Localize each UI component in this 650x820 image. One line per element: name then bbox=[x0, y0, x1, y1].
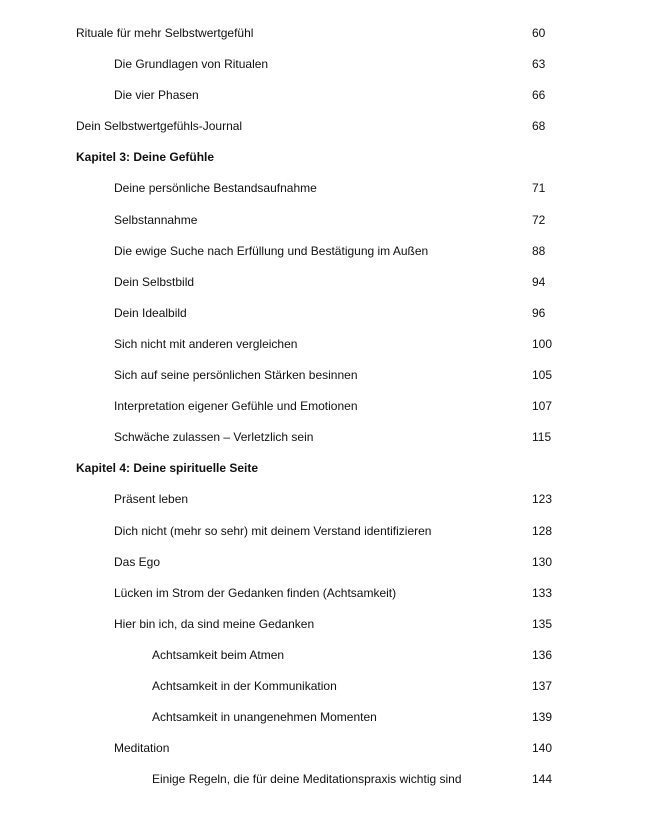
toc-entry-title: Dein Idealbild bbox=[114, 305, 187, 320]
toc-page-number: 115 bbox=[532, 430, 552, 445]
toc-entry bbox=[0, 547, 650, 578]
toc-entry bbox=[0, 671, 650, 702]
toc-page-number: 139 bbox=[532, 710, 553, 725]
toc-entry-title: Rituale für mehr Selbstwertgefühl bbox=[76, 26, 254, 40]
toc-entry bbox=[0, 578, 650, 609]
toc-entry-title: Achtsamkeit beim Atmen bbox=[152, 647, 285, 662]
toc-entry-title: Sich auf seine persönlichen Stärken besinnen bbox=[114, 368, 358, 383]
toc-entry-title: Einige Regeln, die für deine Meditationspraxis wichtig sind bbox=[152, 772, 462, 787]
toc-entry bbox=[0, 391, 650, 422]
toc-entry-title: Hier bin ich, da sind meine Gedanken bbox=[114, 616, 315, 631]
toc-entry-title: Die vier Phasen bbox=[114, 88, 199, 103]
toc-entry-title: Sich nicht mit anderen vergleichen bbox=[114, 336, 298, 351]
toc-page-number: 136 bbox=[532, 647, 553, 662]
toc-entry-title: Meditation bbox=[114, 741, 170, 756]
toc-entry-title: Die ewige Suche nach Erfüllung und Bestätigung im Außen bbox=[114, 243, 429, 258]
toc-chapter-heading bbox=[0, 453, 650, 484]
toc-page-number: 72 bbox=[532, 212, 546, 227]
chapter-title: Kapitel 3: Deine Gefühle bbox=[76, 150, 215, 165]
toc-page-number: 88 bbox=[532, 243, 546, 258]
toc-page-number: 144 bbox=[532, 772, 553, 787]
toc-page-number: 128 bbox=[532, 523, 553, 538]
toc-entry bbox=[0, 516, 650, 547]
toc-page-number: 123 bbox=[532, 492, 553, 507]
toc-entry-title: Präsent leben bbox=[114, 492, 189, 507]
toc-page-number: 137 bbox=[532, 678, 553, 693]
toc-entry bbox=[0, 360, 650, 391]
toc-page-number: 107 bbox=[532, 399, 553, 414]
toc-entry-title: Schwäche zulassen – Verletzlich sein bbox=[114, 430, 314, 445]
toc-entry bbox=[0, 205, 650, 236]
toc-entry-title: Dein Selbstbild bbox=[114, 274, 195, 289]
toc-page-number: 140 bbox=[532, 741, 553, 756]
toc-entry bbox=[0, 18, 650, 49]
toc-entry bbox=[0, 236, 650, 267]
toc-page-number: 130 bbox=[532, 554, 553, 569]
toc-entry-title: Dein Selbstwertgefühls-Journal bbox=[76, 119, 243, 134]
toc-entry bbox=[0, 764, 650, 795]
toc-entry bbox=[0, 702, 650, 733]
chapter-title: Kapitel 4: Deine spirituelle Seite bbox=[76, 461, 259, 476]
toc-entry-title: Achtsamkeit in der Kommunikation bbox=[152, 678, 337, 693]
toc-entry-title: Die Grundlagen von Ritualen bbox=[114, 57, 269, 72]
toc-page-number: 133 bbox=[532, 585, 553, 600]
toc-entry bbox=[0, 640, 650, 671]
toc-entry-title: Interpretation eigener Gefühle und Emotionen bbox=[114, 399, 358, 414]
toc-entry bbox=[0, 609, 650, 640]
toc-entry-title: Deine persönliche Bestandsaufnahme bbox=[114, 181, 317, 196]
toc-chapter-heading bbox=[0, 142, 650, 173]
toc-page-number: 105 bbox=[532, 368, 553, 383]
toc-entry bbox=[0, 49, 650, 80]
toc-entry bbox=[0, 329, 650, 360]
toc-page-number: 96 bbox=[532, 305, 546, 320]
toc-entry bbox=[0, 422, 650, 453]
toc-entry-title: Lücken im Strom der Gedanken finden (Achtsamkeit) bbox=[114, 585, 397, 600]
toc-entry bbox=[0, 484, 650, 515]
toc-entry-title: Achtsamkeit in unangenehmen Momenten bbox=[152, 710, 377, 725]
toc-entry-title: Dich nicht (mehr so sehr) mit deinem Verstand identifizieren bbox=[114, 523, 432, 538]
toc-entry bbox=[0, 111, 650, 142]
toc-entry-title: Das Ego bbox=[114, 554, 161, 569]
toc-entry bbox=[0, 173, 650, 204]
toc-page-number: 100 bbox=[532, 336, 553, 351]
toc-page-number: 94 bbox=[532, 274, 546, 289]
toc-entry bbox=[0, 298, 650, 329]
toc-page-number: 71 bbox=[532, 181, 546, 196]
toc-page-number: 63 bbox=[532, 57, 546, 72]
toc-page-number: 135 bbox=[532, 616, 553, 631]
toc-entry bbox=[0, 267, 650, 298]
toc-entry-title: Selbstannahme bbox=[114, 212, 198, 227]
toc-entry bbox=[0, 80, 650, 111]
toc-page-number: 68 bbox=[532, 119, 546, 134]
table-of-contents bbox=[0, 18, 650, 795]
toc-entry bbox=[0, 733, 650, 764]
toc-page-number: 60 bbox=[532, 26, 546, 40]
toc-page-number: 66 bbox=[532, 88, 546, 103]
